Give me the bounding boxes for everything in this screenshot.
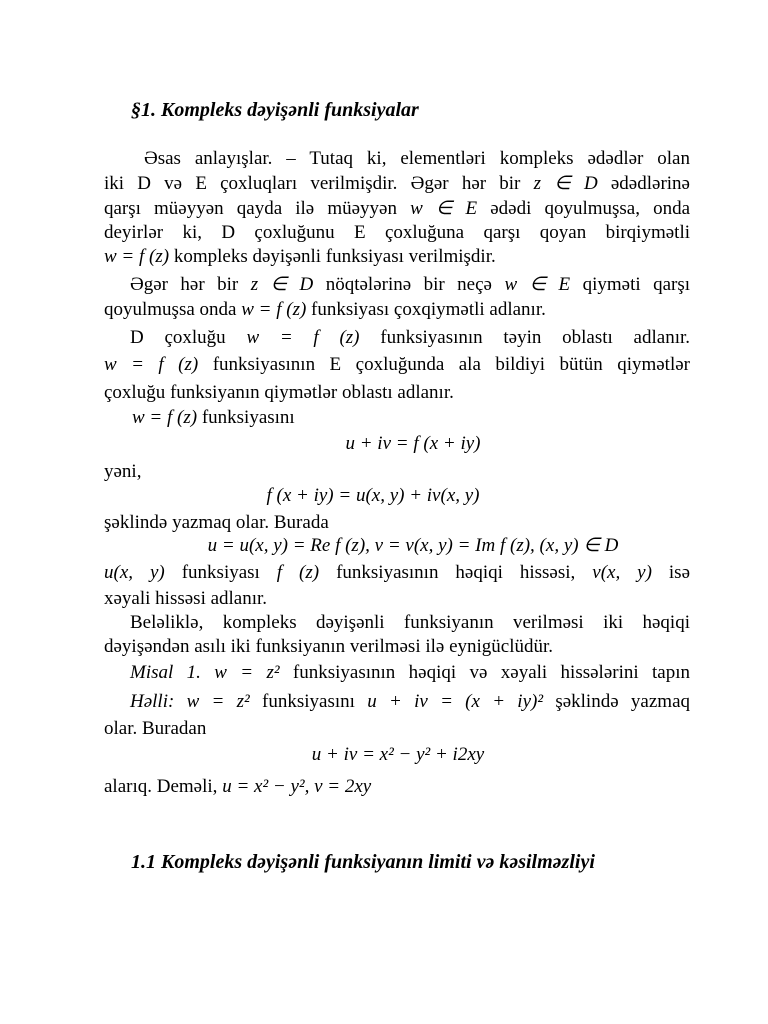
- math-w-f-z: w = f (z): [104, 354, 199, 375]
- math-v-xy: v(x, y): [592, 562, 652, 583]
- paragraph-1-line-5: [104, 245, 690, 269]
- math-w-z2: w = z²: [214, 662, 280, 683]
- solution-line-2: olar. Buradan: [104, 718, 207, 739]
- section-heading: §1. Kompleks dəyişənli funksiyalar: [131, 99, 419, 121]
- text-yeni: yəni,: [104, 461, 142, 482]
- text: Əsas anlayışlar. – Tutaq ki, elementləri kompleks ədədlər olan: [144, 148, 690, 169]
- math-w-f-z: w = f (z): [132, 407, 198, 428]
- solution-line-4: [104, 775, 690, 799]
- text: ədədi qoyulmuşsa, onda: [490, 198, 691, 219]
- paragraph-4-line-6: xəyali hissəsi adlanır.: [104, 588, 268, 609]
- equation-3: u = u(x, y) = Re f (z), v = v(x, y) = Im f (z), (x, y) ∈ D: [207, 535, 619, 556]
- solution-line-1: [104, 690, 690, 714]
- paragraph-5-line-1: [104, 611, 690, 635]
- text: funksiyasının təyin oblastı adlanır.: [380, 327, 691, 348]
- text: Əgər hər bir: [130, 274, 239, 295]
- math-result: u = x² − y², v = 2xy: [222, 776, 372, 797]
- text: funksiyasını: [201, 407, 295, 428]
- math-w-f-z: w = f (z): [104, 246, 170, 267]
- paragraph-4-line-3: şəklində yazmaq olar. Burada: [104, 512, 329, 533]
- math-w-z2: w = z²: [186, 691, 250, 712]
- text: şəklində yazmaq: [555, 691, 691, 712]
- equation-2: f (x + iy) = u(x, y) + iv(x, y): [266, 485, 480, 506]
- text: funksiyasının həqiqi və xəyali hissələrini tapın: [292, 662, 690, 683]
- text: Beləliklə, kompleks dəyişənli funksiyanın verilməsi iki həqiqi: [130, 612, 690, 633]
- text: nöqtələrinə bir neçə: [325, 274, 492, 295]
- paragraph-1-line-3: [104, 197, 690, 221]
- paragraph-3-line-3: çoxluğu funksiyanın qiymətlər oblastı adlanır.: [104, 382, 454, 403]
- math-w-in-E: w ∈ E: [504, 274, 571, 295]
- text: funksiyasının E çoxluğunda ala bildiyi bütün qiymətlər: [212, 354, 690, 375]
- math-z-in-D: z ∈ D: [533, 173, 598, 194]
- math-u-xy: u(x, y): [104, 562, 165, 583]
- math-w-f-z: w = f (z): [241, 299, 307, 320]
- text: funksiyası çoxqiymətli adlanır.: [311, 299, 546, 320]
- text: qarşı müəyyən qayda ilə müəyyən: [104, 198, 397, 219]
- paragraph-1-line-2: [104, 172, 690, 196]
- subsection-heading: 1.1 Kompleks dəyişənli funksiyanın limiti və kəsilməzliyi: [131, 851, 595, 873]
- example-label: Misal 1.: [130, 662, 201, 683]
- text: qoyulmuşsa onda: [104, 299, 237, 320]
- paragraph-3-line-2: [104, 353, 690, 377]
- text: funksiyası: [181, 562, 260, 583]
- math-z-in-D: z ∈ D: [250, 274, 314, 295]
- text: ədədlərinə: [610, 173, 690, 194]
- paragraph-2-line-1: [104, 273, 690, 297]
- paragraph-4-line-1: [104, 406, 690, 430]
- text: funksiyasının həqiqi hissəsi,: [336, 562, 576, 583]
- paragraph-3-line-1: [104, 326, 690, 350]
- math-f-z: f (z): [276, 562, 320, 583]
- text: kompleks dəyişənli funksiyası verilmişdir.: [173, 246, 496, 267]
- text: qiyməti qarşı: [582, 274, 691, 295]
- solution-label: Həlli:: [130, 691, 175, 712]
- equation-1: u + iv = f (x + iy): [345, 433, 481, 454]
- math-w-in-E: w ∈ E: [410, 198, 478, 219]
- math-w-f-z: w = f (z): [246, 327, 360, 348]
- paragraph-2-line-2: [104, 298, 690, 322]
- math-u-iv-square: u + iv = (x + iy)²: [367, 691, 544, 712]
- paragraph-5-line-2: dəyişəndən asılı iki funksiyanın verilməsi ilə eynigüclüdür.: [104, 636, 554, 657]
- equation-4: u + iv = x² − y² + i2xy: [311, 744, 485, 765]
- text: D çoxluğu: [130, 327, 226, 348]
- text: alarıq. Deməli,: [104, 776, 218, 797]
- example-line: [104, 661, 690, 685]
- text: iki D və E çoxluqları verilmişdir. Əgər hər bir: [104, 173, 521, 194]
- text: isə: [668, 562, 691, 583]
- paragraph-1-line-4: deyirlər ki, D çoxluğunu E çoxluğuna qarşı qoyan birqiymətli: [104, 222, 690, 243]
- text: funksiyasını: [262, 691, 355, 712]
- paragraph-1-line-1: [104, 147, 690, 171]
- paragraph-4-line-5: [104, 561, 690, 585]
